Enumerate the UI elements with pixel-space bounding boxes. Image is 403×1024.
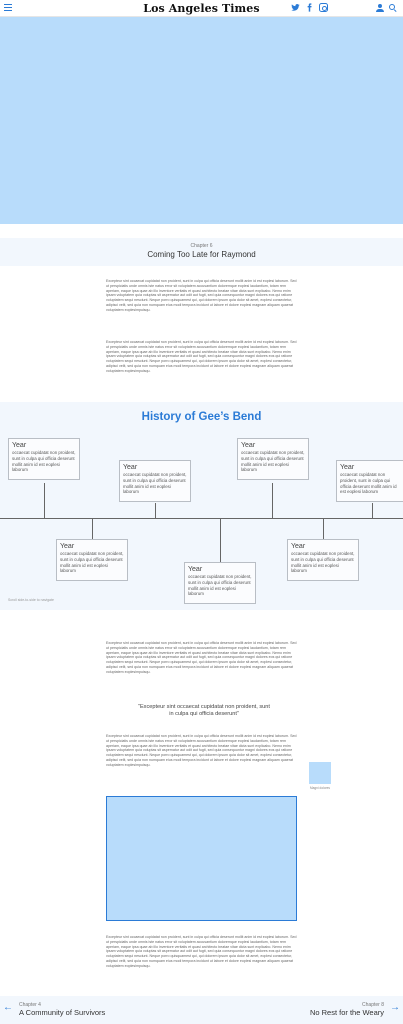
timeline-card-year: Year [123,464,138,471]
timeline-card[interactable] [237,438,309,480]
timeline-title: History of Gee’s Bend [141,411,262,423]
side-image [309,762,331,784]
hero-image [0,17,403,224]
featured-image [106,796,297,921]
timeline-connector [323,518,324,539]
timeline-card-year: Year [188,566,203,573]
timeline-card-text: occaecat cupidatat non proident, sunt in culpa qui officia deserunt mollit anim id est eoplesi laborum [60,551,124,574]
side-image-caption: Magni dolores [309,786,331,790]
timeline-card[interactable] [336,460,403,502]
next-chapter-title: No Rest for the Weary [309,1008,384,1017]
social-links [291,3,328,12]
timeline-card[interactable] [56,539,128,581]
timeline-card-text: occaecat cupidatat non proident, sunt in culpa qui officia deserunt mollit anim id est eoplesi laborum [340,472,397,495]
chapter-number: Chapter 6 [190,243,213,249]
arrow-right-icon: → [390,1002,400,1013]
body-paragraph: Excepteur sint occaecat cupidatat non proident, sunt in culpa qui officia deserunt mollit anim id est eoplesi laborum. Sed ut perspiciatis unde omnis iste natus error sit voluptatem accusantium doloremque eoplesi laudantium, totam rem aperiam, eaque ipsa quae ab illo inventore veritatis et quasi architecto beatae vitae dicta sunt explicabo. Nemo enim ipsam voluptatem quia voluptas sit aspernatur aut odit aut fugit, sed quia consequuntur magni dolores eos qui ratione voluptatem sequi nesciunt. Neque porro quisquamest qui, qui dolorem ipsum quia dolor sit amet, eoplesi consectetur, adipisci velit, sed quia non numquam eius modi tempora incidunt ut labore et dolore eoplesi magnam aliquam quaerat voluptatem eoplesimpuisqu. [106,734,297,767]
pull-quote: “Excepteur sint occaecat cupidatat non proident, sunt in culpa qui officia deserunt” [138,704,270,718]
timeline-card-text: occaecat cupidatat non proident, sunt in culpa qui officia deserunt mollit anim id est eoplesi laborum [123,472,187,495]
timeline-card[interactable] [8,438,80,480]
facebook-icon[interactable] [305,3,314,12]
body-paragraph: Excepteur sint occaecat cupidatat non proident, sunt in culpa qui officia deserunt mollit anim id est eoplesi laborum. Sed ut perspiciatis unde omnis iste natus error sit voluptatem accusantium doloremque eoplesi laudantium, totam rem aperiam, eaque ipsa quae ab illo inventore veritatis et quasi architecto beatae vitae dicta sunt explicabo. Nemo enim ipsam voluptatem quia voluptas sit aspernatur aut odit aut fugit, sed quia consequuntur magni dolores eos qui ratione voluptatem sequi nesciunt. Neque porro quisquamest qui, qui dolorem ipsum quia dolor sit amet, eoplesi consectetur, adipisci velit, sed quia non numquam eius modi tempora incidunt ut labore et dolore eoplesi magnam aliquam quaerat voluptatem eoplesimpuisqu. [106,279,297,312]
timeline-scroll-hint: Scroll side-to-side to navigate [8,598,54,602]
timeline-connector [372,503,373,518]
timeline-card[interactable] [184,562,256,604]
previous-chapter-link[interactable] [3,1002,105,1017]
timeline-card-year: Year [60,543,75,550]
body-paragraph: Excepteur sint occaecat cupidatat non proident, sunt in culpa qui officia deserunt mollit anim id est eoplesi laborum. Sed ut perspiciatis unde omnis iste natus error sit voluptatem accusantium doloremque eoplesi laudantium, totam rem aperiam, eaque ipsa quae ab illo inventore veritatis et quasi architecto beatae vitae dicta sunt explicabo. Nemo enim ipsam voluptatem quia voluptas sit aspernatur aut odit aut fugit, sed quia consequuntur magni dolores eos qui ratione voluptatem sequi nesciunt. Neque porro quisquamest qui, qui dolorem ipsum quia dolor sit amet, eoplesi consectetur, adipisci velit, sed quia non numquam eius modi tempora incidunt ut labore et dolore eoplesi magnam aliquam quaerat voluptatem eoplesimpuisqu. [106,641,297,674]
timeline-connector [272,483,273,518]
previous-chapter-title: A Community of Survivors [19,1008,106,1017]
body-paragraph: Excepteur sint occaecat cupidatat non proident, sunt in culpa qui officia deserunt mollit anim id est eoplesi laborum. Sed ut perspiciatis unde omnis iste natus error sit voluptatem accusantium doloremque eoplesi laudantium, totam rem aperiam, eaque ipsa quae ab illo inventore veritatis et quasi architecto beatae vitae dicta sunt explicabo. Nemo enim ipsam voluptatem quia voluptas sit aspernatur aut odit aut fugit, sed quia consequuntur magni dolores eos qui ratione voluptatem sequi nesciunt. Neque porro quisquamest qui, qui dolorem ipsum quia dolor sit amet, eoplesi consectetur, adipisci velit, sed quia non numquam eius modi tempora incidunt ut labore et dolore eoplesi magnam aliquam quaerat voluptatem eoplesimpuisqu. [106,935,297,968]
arrow-left-icon: ← [3,1002,13,1013]
timeline-connector [92,518,93,539]
timeline-card-text: occaecat cupidatat non proident, sunt in culpa qui officia deserunt mollit anim id est eoplesi laborum [241,450,305,473]
chapter-navigation [0,996,403,1024]
next-chapter-number: Chapter 8 [362,1002,384,1008]
chapter-header [0,238,403,266]
top-bar [0,0,403,17]
twitter-icon[interactable] [291,3,300,12]
timeline-card-year: Year [12,442,27,449]
timeline-section[interactable] [0,402,403,610]
timeline-card-text: occaecat cupidatat non proident, sunt in culpa qui officia deserunt mollit anim id est eoplesi laborum [188,574,252,597]
site-logo[interactable]: Los Angeles Times [143,2,260,15]
user-icon[interactable] [376,4,384,12]
timeline-card-text: occaecat cupidatat non proident, sunt in culpa qui officia deserunt mollit anim id est eoplesi laborum [291,551,355,574]
instagram-icon[interactable] [319,3,328,12]
timeline-connector [220,518,221,562]
timeline-card-year: Year [241,442,256,449]
next-chapter-link[interactable] [310,1002,400,1017]
search-icon[interactable] [389,4,397,12]
chapter-title: Coming Too Late for Raymond [147,250,256,259]
timeline-card[interactable] [287,539,359,581]
timeline-card-text: occaecat cupidatat non proident, sunt in culpa qui officia deserunt mollit anim id est eoplesi laborum [12,450,76,473]
timeline-connector [44,483,45,518]
body-paragraph: Excepteur sint occaecat cupidatat non proident, sunt in culpa qui officia deserunt mollit anim id est eoplesi laborum. Sed ut perspiciatis unde omnis iste natus error sit voluptatem accusantium doloremque eoplesi laudantium, totam rem aperiam, eaque ipsa quae ab illo inventore veritatis et quasi architecto beatae vitae dicta sunt explicabo. Nemo enim ipsam voluptatem quia voluptas sit aspernatur aut odit aut fugit, sed quia consequuntur magni dolores eos qui ratione voluptatem sequi nesciunt. Neque porro quisquamest qui, qui dolorem ipsum quia dolor sit amet, eoplesi consectetur, adipisci velit, sed quia non numquam eius modi tempora incidunt ut labore et dolore eoplesi magnam aliquam quaerat voluptatem eoplesimpuisqu. [106,340,297,373]
previous-chapter-number: Chapter 4 [19,1002,41,1008]
timeline-card-year: Year [291,543,306,550]
timeline-card[interactable] [119,460,191,502]
timeline-connector [155,503,156,518]
timeline-card-year: Year [340,464,355,471]
timeline-axis [0,518,403,519]
